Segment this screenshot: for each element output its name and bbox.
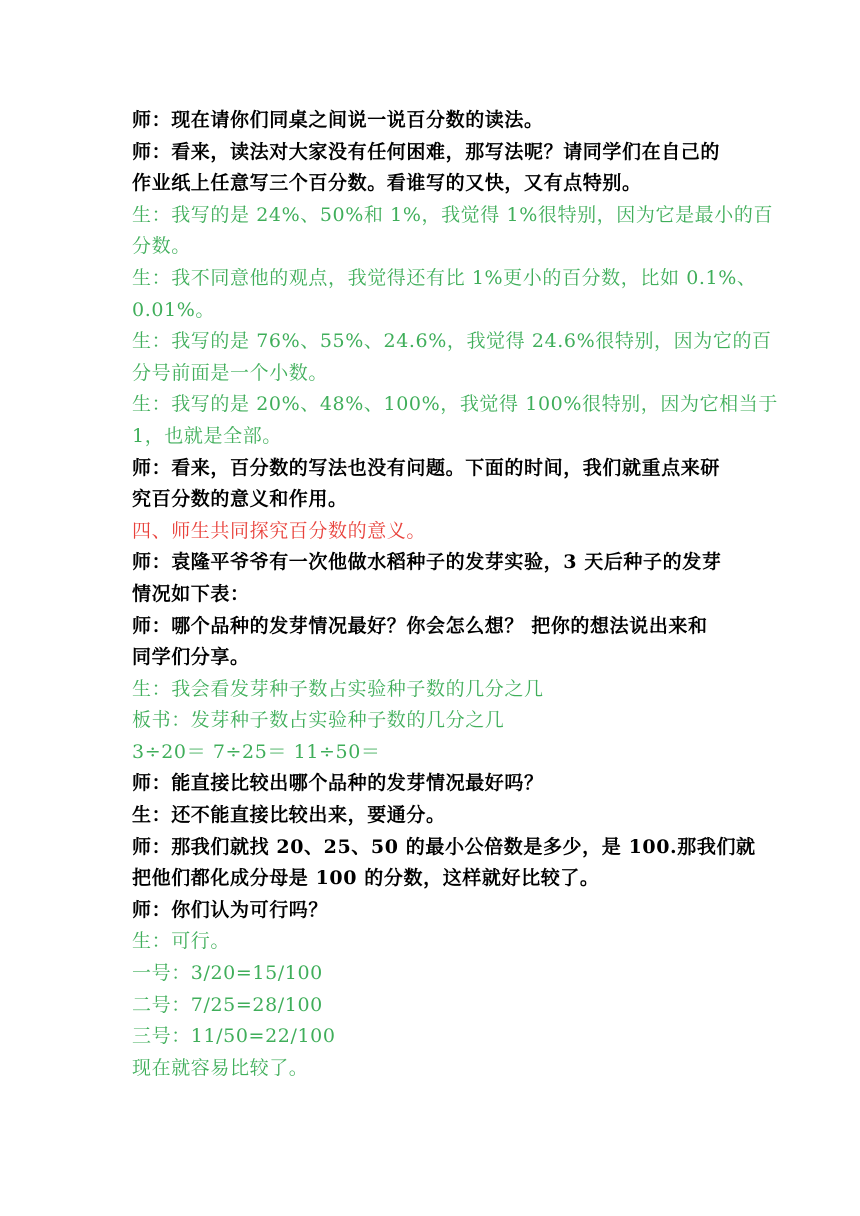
- student-line: 现在就容易比较了。: [132, 1056, 309, 1079]
- student-line: 生：我写的是 20%、48%、100%，我觉得 100%很特别，因为它相当于: [132, 393, 778, 416]
- student-line: 二号：7/25=28/100: [132, 993, 323, 1016]
- teacher-line: 师：能直接比较出哪个品种的发芽情况最好吗？: [132, 772, 544, 795]
- teacher-line: 同学们分享。: [132, 646, 250, 669]
- student-line: 分数。: [132, 235, 191, 258]
- student-line: 板书：发芽种子数占实验种子数的几分之几: [132, 709, 505, 732]
- student-line: 分号前面是一个小数。: [132, 361, 329, 384]
- student-line: 生：可行。: [132, 930, 231, 953]
- teacher-line: 师：你们认为可行吗？: [132, 898, 329, 921]
- teacher-line: 把他们都化成分母是 100 的分数，这样就好比较了。: [132, 867, 600, 890]
- student-line: 生：我写的是 24%、50%和 1%，我觉得 1%很特别，因为它是最小的百: [132, 203, 774, 226]
- teacher-line: 师：现在请你们同桌之间说一说百分数的读法。: [132, 109, 544, 131]
- document-page: [132, 105, 778, 1084]
- teacher-line: 师：看来，读法对大家没有任何困难，那写法呢？请同学们在自己的: [132, 140, 721, 163]
- teacher-line: 师：袁隆平爷爷有一次他做水稻种子的发芽实验，3 天后种子的发芽: [132, 551, 722, 574]
- student-line: 1，也就是全部。: [132, 424, 282, 447]
- teacher-line: 情况如下表：: [132, 582, 250, 605]
- student-line: 三号：11/50=22/100: [132, 1025, 336, 1048]
- student-line: 0.01%。: [132, 298, 215, 321]
- teacher-line: 究百分数的意义和作用。: [132, 488, 348, 511]
- teacher-line: 生：还不能直接比较出来，要通分。: [132, 804, 446, 827]
- teacher-line: 作业纸上任意写三个百分数。看谁写的又快，又有点特别。: [132, 172, 642, 195]
- student-line: 一号：3/20=15/100: [132, 962, 323, 985]
- student-line: 3÷20＝ 7÷25＝ 11÷50＝: [132, 740, 381, 763]
- teacher-line: 师：哪个品种的发芽情况最好？你会怎么想？ 把你的想法说出来和: [132, 614, 708, 637]
- student-line: 生：我会看发芽种子数占实验种子数的几分之几: [132, 677, 544, 700]
- student-line: 生：我写的是 76%、55%、24.6%，我觉得 24.6%很特别，因为它的百: [132, 330, 772, 353]
- teacher-line: 师：那我们就找 20、25、50 的最小公倍数是多少，是 100.那我们就: [132, 835, 756, 858]
- student-line: 生：我不同意他的观点，我觉得还有比 1%更小的百分数，比如 0.1%、: [132, 266, 757, 289]
- section-heading: 四、师生共同探究百分数的意义。: [132, 519, 427, 542]
- teacher-line: 师：看来，百分数的写法也没有问题。下面的时间，我们就重点来研: [132, 456, 721, 479]
